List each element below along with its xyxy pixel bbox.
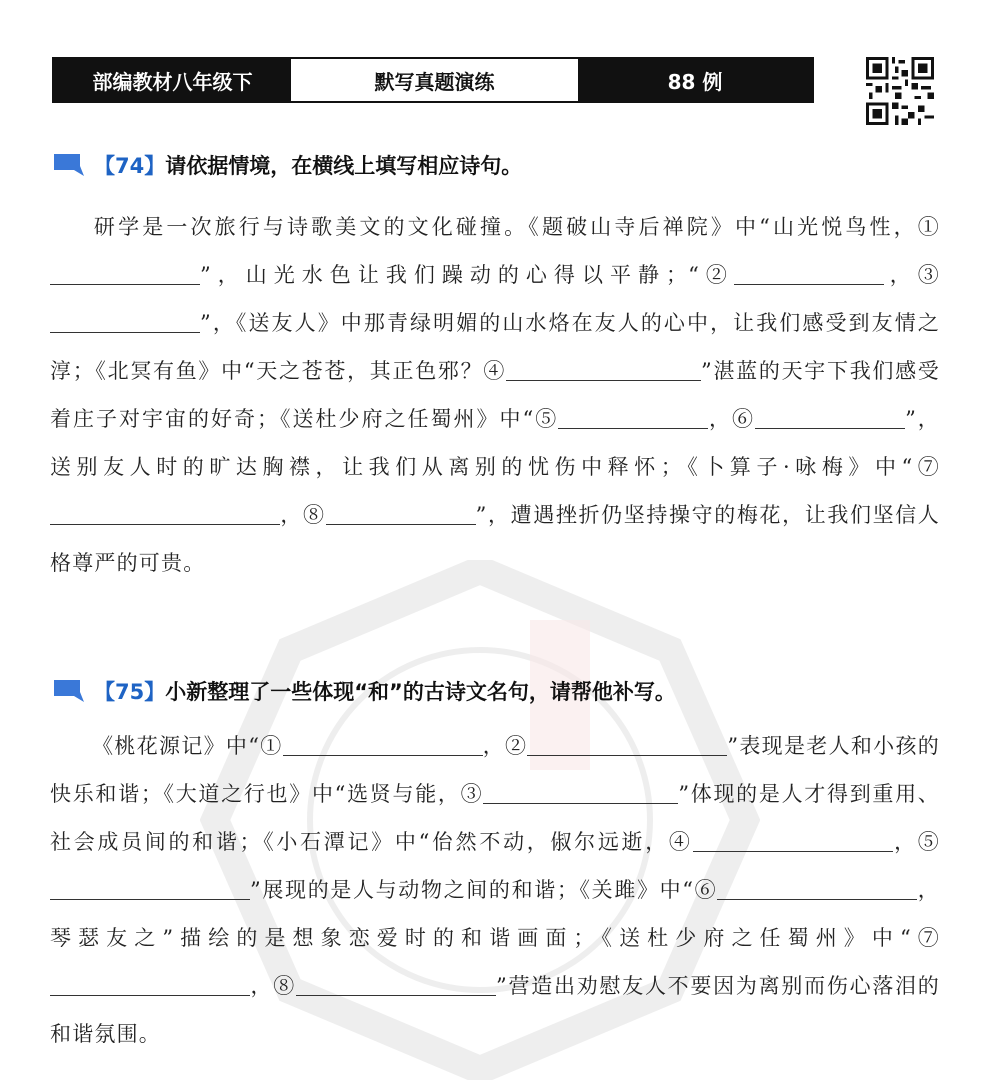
answer-blank-75-2[interactable] [527,731,727,756]
header-bar [52,57,814,103]
answer-blank-75-3[interactable] [483,779,678,804]
question-74-title [52,150,522,180]
header-title: 默写真题演练 [291,59,578,101]
answer-blank-74-5[interactable] [558,404,708,429]
answer-blank-75-6[interactable] [717,875,917,900]
question-75-body: 《桃花源记》中“① ，② ”表现是老人和小孩的快乐和谐；《大道之行也》中“选贤与能，③ ”体现的是人才得到重用、社会成员间的和谐；《小石潭记》中“佁然不动，俶尔远逝，④ ，⑤”展现的是人与动物之间的和谐；《关雎》中“⑥ ，琴瑟友之”描绘的是想象恋爱时的和谐画面；《送杜少府之任蜀州》中“⑦，⑧ ”营造出劝慰友人不要因为离别而伤心落泪的和谐氛围。 [50,722,940,1058]
answer-blank-74-2[interactable] [734,260,884,285]
qr-code-icon [864,57,936,125]
question-75-title [52,676,676,706]
question-74-prompt: 请依据情境，在横线上填写相应诗句。 [165,154,523,178]
answer-blank-74-6[interactable] [755,404,905,429]
answer-blank-74-1[interactable] [50,260,200,285]
question-75-prompt: 小新整理了一些体现“和”的古诗文名句，请帮他补写。 [165,680,676,704]
answer-blank-74-8[interactable] [326,500,476,525]
answer-blank-75-4[interactable] [693,827,893,852]
answer-blank-75-5[interactable] [50,875,250,900]
answer-blank-74-3[interactable] [50,308,200,333]
header-grade-label: 部编教材八年级下 [54,59,291,101]
answer-blank-74-7[interactable] [50,500,280,525]
question-74-number: 【74】 [94,154,166,178]
bookmark-flag-icon [52,152,86,178]
bookmark-flag-icon [52,678,86,704]
header-count: 88 例 [578,59,812,101]
answer-blank-75-7[interactable] [50,971,250,996]
answer-blank-74-4[interactable] [506,356,701,381]
answer-blank-75-1[interactable] [283,731,483,756]
question-74-body: 研学是一次旅行与诗歌美文的文化碰撞。《题破山寺后禅院》中“山光悦鸟性，①”，山光水色让我们躁动的心得以平静；“② ，③”，《送友人》中那青绿明媚的山水烙在友人的心中，让我们感受到友情之淳；《北冥有鱼》中“天之苍苍，其正色邪？④ ”湛蓝的天宇下我们感受着庄子对宇宙的好奇；《送杜少府之任蜀州》中“⑤ ，⑥ ”，送别友人时的旷达胸襟，让我们从离别的忧伤中释怀；《卜算子·咏梅》中“⑦，⑧ ”，遭遇挫折仍坚持操守的梅花，让我们坚信人格尊严的可贵。 [50,215,941,575]
answer-blank-75-8[interactable] [296,971,496,996]
question-75-number: 【75】 [94,680,166,704]
